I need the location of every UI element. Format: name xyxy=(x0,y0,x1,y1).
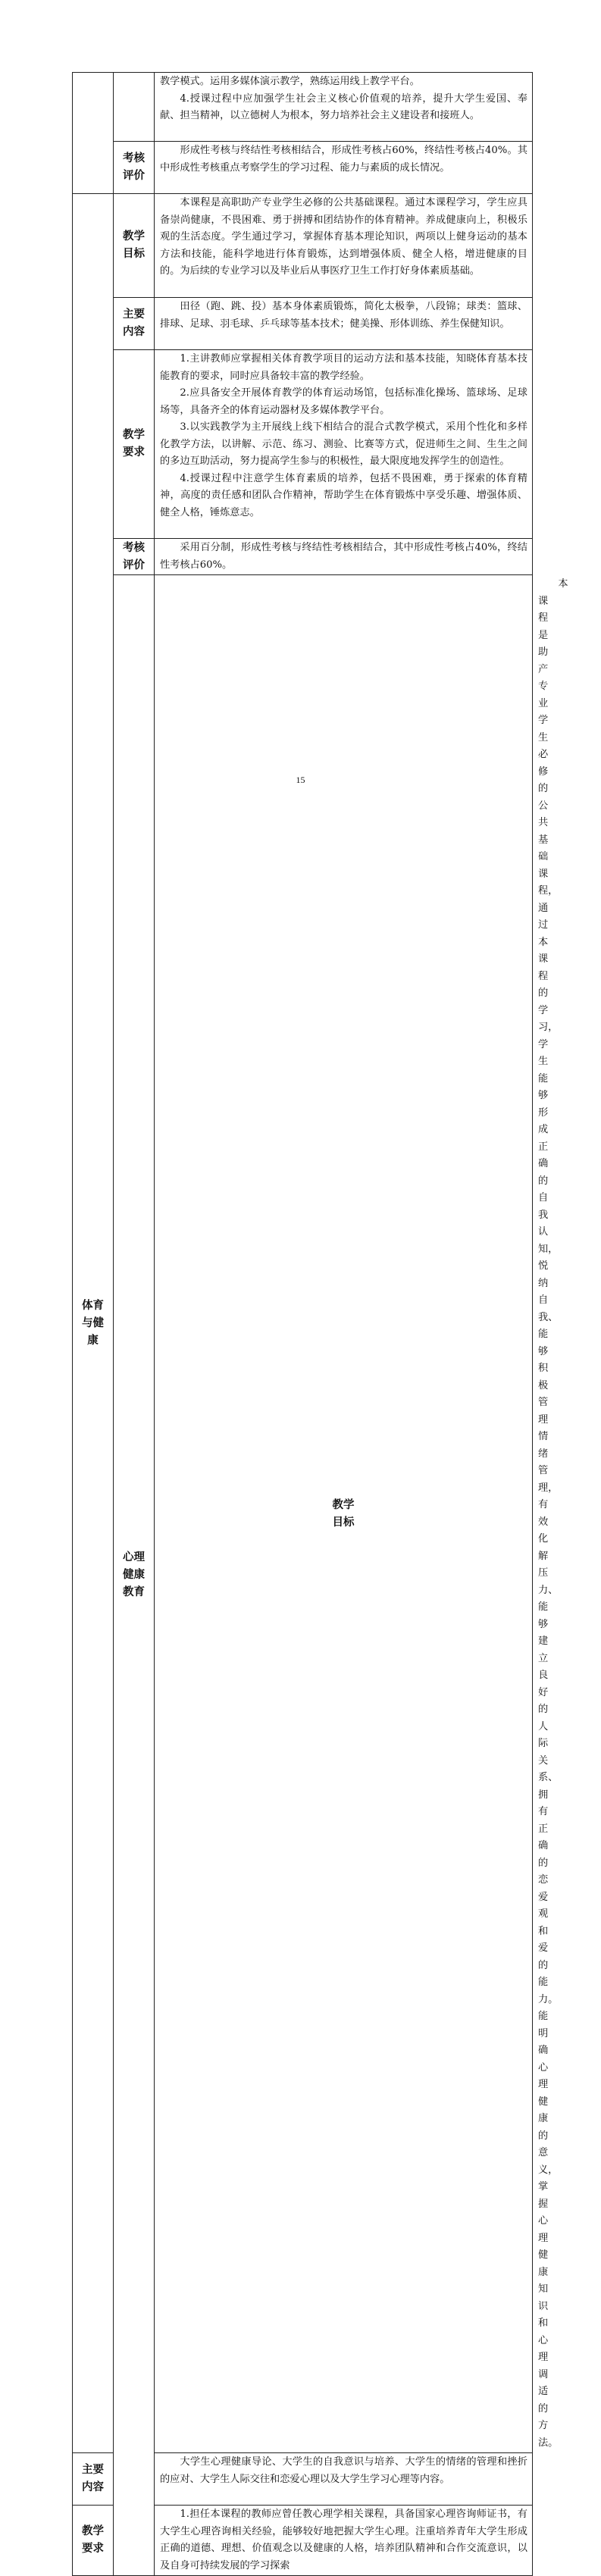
table-row xyxy=(73,298,533,350)
row-label-teaching-requirements xyxy=(73,2506,114,2576)
label-line: 要求 xyxy=(123,446,145,459)
content-cell xyxy=(155,2453,533,2506)
content-cell xyxy=(155,350,533,539)
paragraph: 采用百分制，形成性考核与终结性考核相结合，其中形成性考核占40%，终结性考核占60%。 xyxy=(160,542,527,571)
table-row: 心理 健康 教育 教学 目标 本课程是助产专业学生必修的公共基础课程，通过本课程的学习，学生能够形成正确的自我认知，悦纳自我、能够积极管理情绪管理，有效化解压力、能够建立良好的人际关系、拥有正确的恋爱观和爱的能力。能明确心理健康的意义，掌握心理健康知识和心理调适的方法。 xyxy=(73,575,533,2453)
row-label-teaching-goal xyxy=(155,575,533,2453)
content-cell xyxy=(155,2506,533,2576)
row-label-teaching-requirements xyxy=(114,350,155,539)
label-line: 教学 xyxy=(123,429,145,441)
label-line: 目标 xyxy=(123,248,145,260)
table-row xyxy=(73,194,533,298)
label-line: 内容 xyxy=(123,326,145,338)
label-line: 考核 xyxy=(123,152,145,164)
paragraph: 1.担任本课程的教师应曾任教心理学相关课程，具备国家心理咨询师证书，有大学生心理咨询相关经验，能够较好地把握大学生心理。注重培养青年大学生形成正确的道德、理想、价值观念以及健康的人格，培养团队精神和合作交流意识，以及自身可持续发展的学习探索 xyxy=(160,2509,527,2571)
table-row xyxy=(73,73,533,142)
category-line: 健康 xyxy=(123,1569,145,1581)
label-line: 主要 xyxy=(82,2464,104,2476)
paragraph: 4.授课过程中应加强学生社会主义核心价值观的培养，提升大学生爱国、奉献、担当精神，以立德树人为根本，努力培养社会主义建设者和接班人。 xyxy=(160,92,527,121)
table-row xyxy=(73,350,533,539)
paragraph: 4.授课过程中注意学生体育素质的培养，包括不畏困难，勇于探索的体育精神，高度的责任感和团队合作精神，帮助学生在体育锻炼中享受乐趣、增强体质、健全人格，锤炼意志。 xyxy=(160,472,527,518)
row-label-teaching-goal xyxy=(114,194,155,298)
curriculum-table xyxy=(72,72,568,2576)
label-line: 考核 xyxy=(123,541,145,554)
paragraph: 形成性考核与终结性考核相结合，形成性考核占60%，终结性考核占40%。其中形成性考核重点考察学生的学习过程、能力与素质的成长情况。 xyxy=(160,145,527,174)
content-cell xyxy=(155,539,533,575)
content-cell xyxy=(155,298,533,350)
table-row xyxy=(73,142,533,194)
label-line: 评价 xyxy=(123,170,145,182)
category-cell-pe-health xyxy=(73,194,114,2453)
paragraph: 田径（跑、跳、投）基本身体素质锻炼，简化太极拳，八段锦；球类：篮球、排球、足球、羽毛球、乒乓球等基本技术；健美操、形体训练、养生保健知识。 xyxy=(160,301,527,330)
label-line: 要求 xyxy=(82,2543,104,2555)
category-line: 体育 xyxy=(82,1299,104,1312)
paragraph: 3.以实践教学为主开展线上线下相结合的混合式教学模式，采用个性化和多样化教学方法，以讲解、示范、练习、测验、比赛等方式，促进师生之间、生生之间的多边互助活动，努力提高学生参与的积极性，最大限度地发挥学生的创造性。 xyxy=(160,421,527,467)
row-label-assessment xyxy=(114,142,155,194)
row-label-main-content xyxy=(114,298,155,350)
label-line: 评价 xyxy=(123,559,145,571)
paragraph: 大学生心理健康导论、大学生的自我意识与培养、大学生的情绪的管理和挫折的应对、大学生人际交往和恋爱心理以及大学生学习心理等内容。 xyxy=(160,2456,527,2485)
paragraph: 1.主讲教师应掌握相关体育教学项目的运动方法和基本技能，知晓体育基本技能教育的要求，同时应具备较丰富的教学经验。 xyxy=(160,353,527,382)
category-line: 康 xyxy=(87,1334,99,1347)
label-line: 主要 xyxy=(123,308,145,321)
paragraph: 本课程是高职助产专业学生必修的公共基础课程。通过本课程学习，学生应具备崇尚健康，不畏困难、勇于拼搏和团结协作的体育精神。养成健康向上，积极乐观的生活态度。学生通过学习，掌握体育基本理论知识，两项以上健身运动的基本方法和技能，能科学地进行体育锻炼，达到增强体质、健全人格，增进健康的目的。为后续的专业学习以及毕业后从事医疗卫生工作打好身体素质基础。 xyxy=(160,197,527,277)
label-line: 内容 xyxy=(82,2481,104,2493)
label-line: 教学 xyxy=(332,1498,355,1511)
category-cell-mental-health xyxy=(114,575,155,2576)
paragraph: 2.应具备安全开展体育教学的体育运动场馆，包括标准化操场、篮球场、足球场等，具备齐全的体育运动器材及多媒体教学平台。 xyxy=(160,387,527,416)
row-label-assessment xyxy=(114,539,155,575)
content-cell xyxy=(155,142,533,194)
category-cell-empty xyxy=(73,73,114,194)
category-line: 心理 xyxy=(123,1551,145,1563)
row-label-main-content xyxy=(73,2453,114,2506)
row-label-empty xyxy=(114,73,155,142)
label-line: 教学 xyxy=(82,2525,104,2537)
content-cell xyxy=(155,73,533,142)
label-line: 目标 xyxy=(332,1516,355,1529)
paragraph: 教学模式。运用多媒体演示教学，熟练运用线上教学平台。 xyxy=(160,76,420,87)
category-line: 教育 xyxy=(123,1586,145,1598)
table-row xyxy=(73,539,533,575)
content-cell xyxy=(155,194,533,298)
page-number: 15 xyxy=(296,775,305,785)
category-line: 与健 xyxy=(82,1316,104,1329)
label-line: 教学 xyxy=(123,230,145,243)
